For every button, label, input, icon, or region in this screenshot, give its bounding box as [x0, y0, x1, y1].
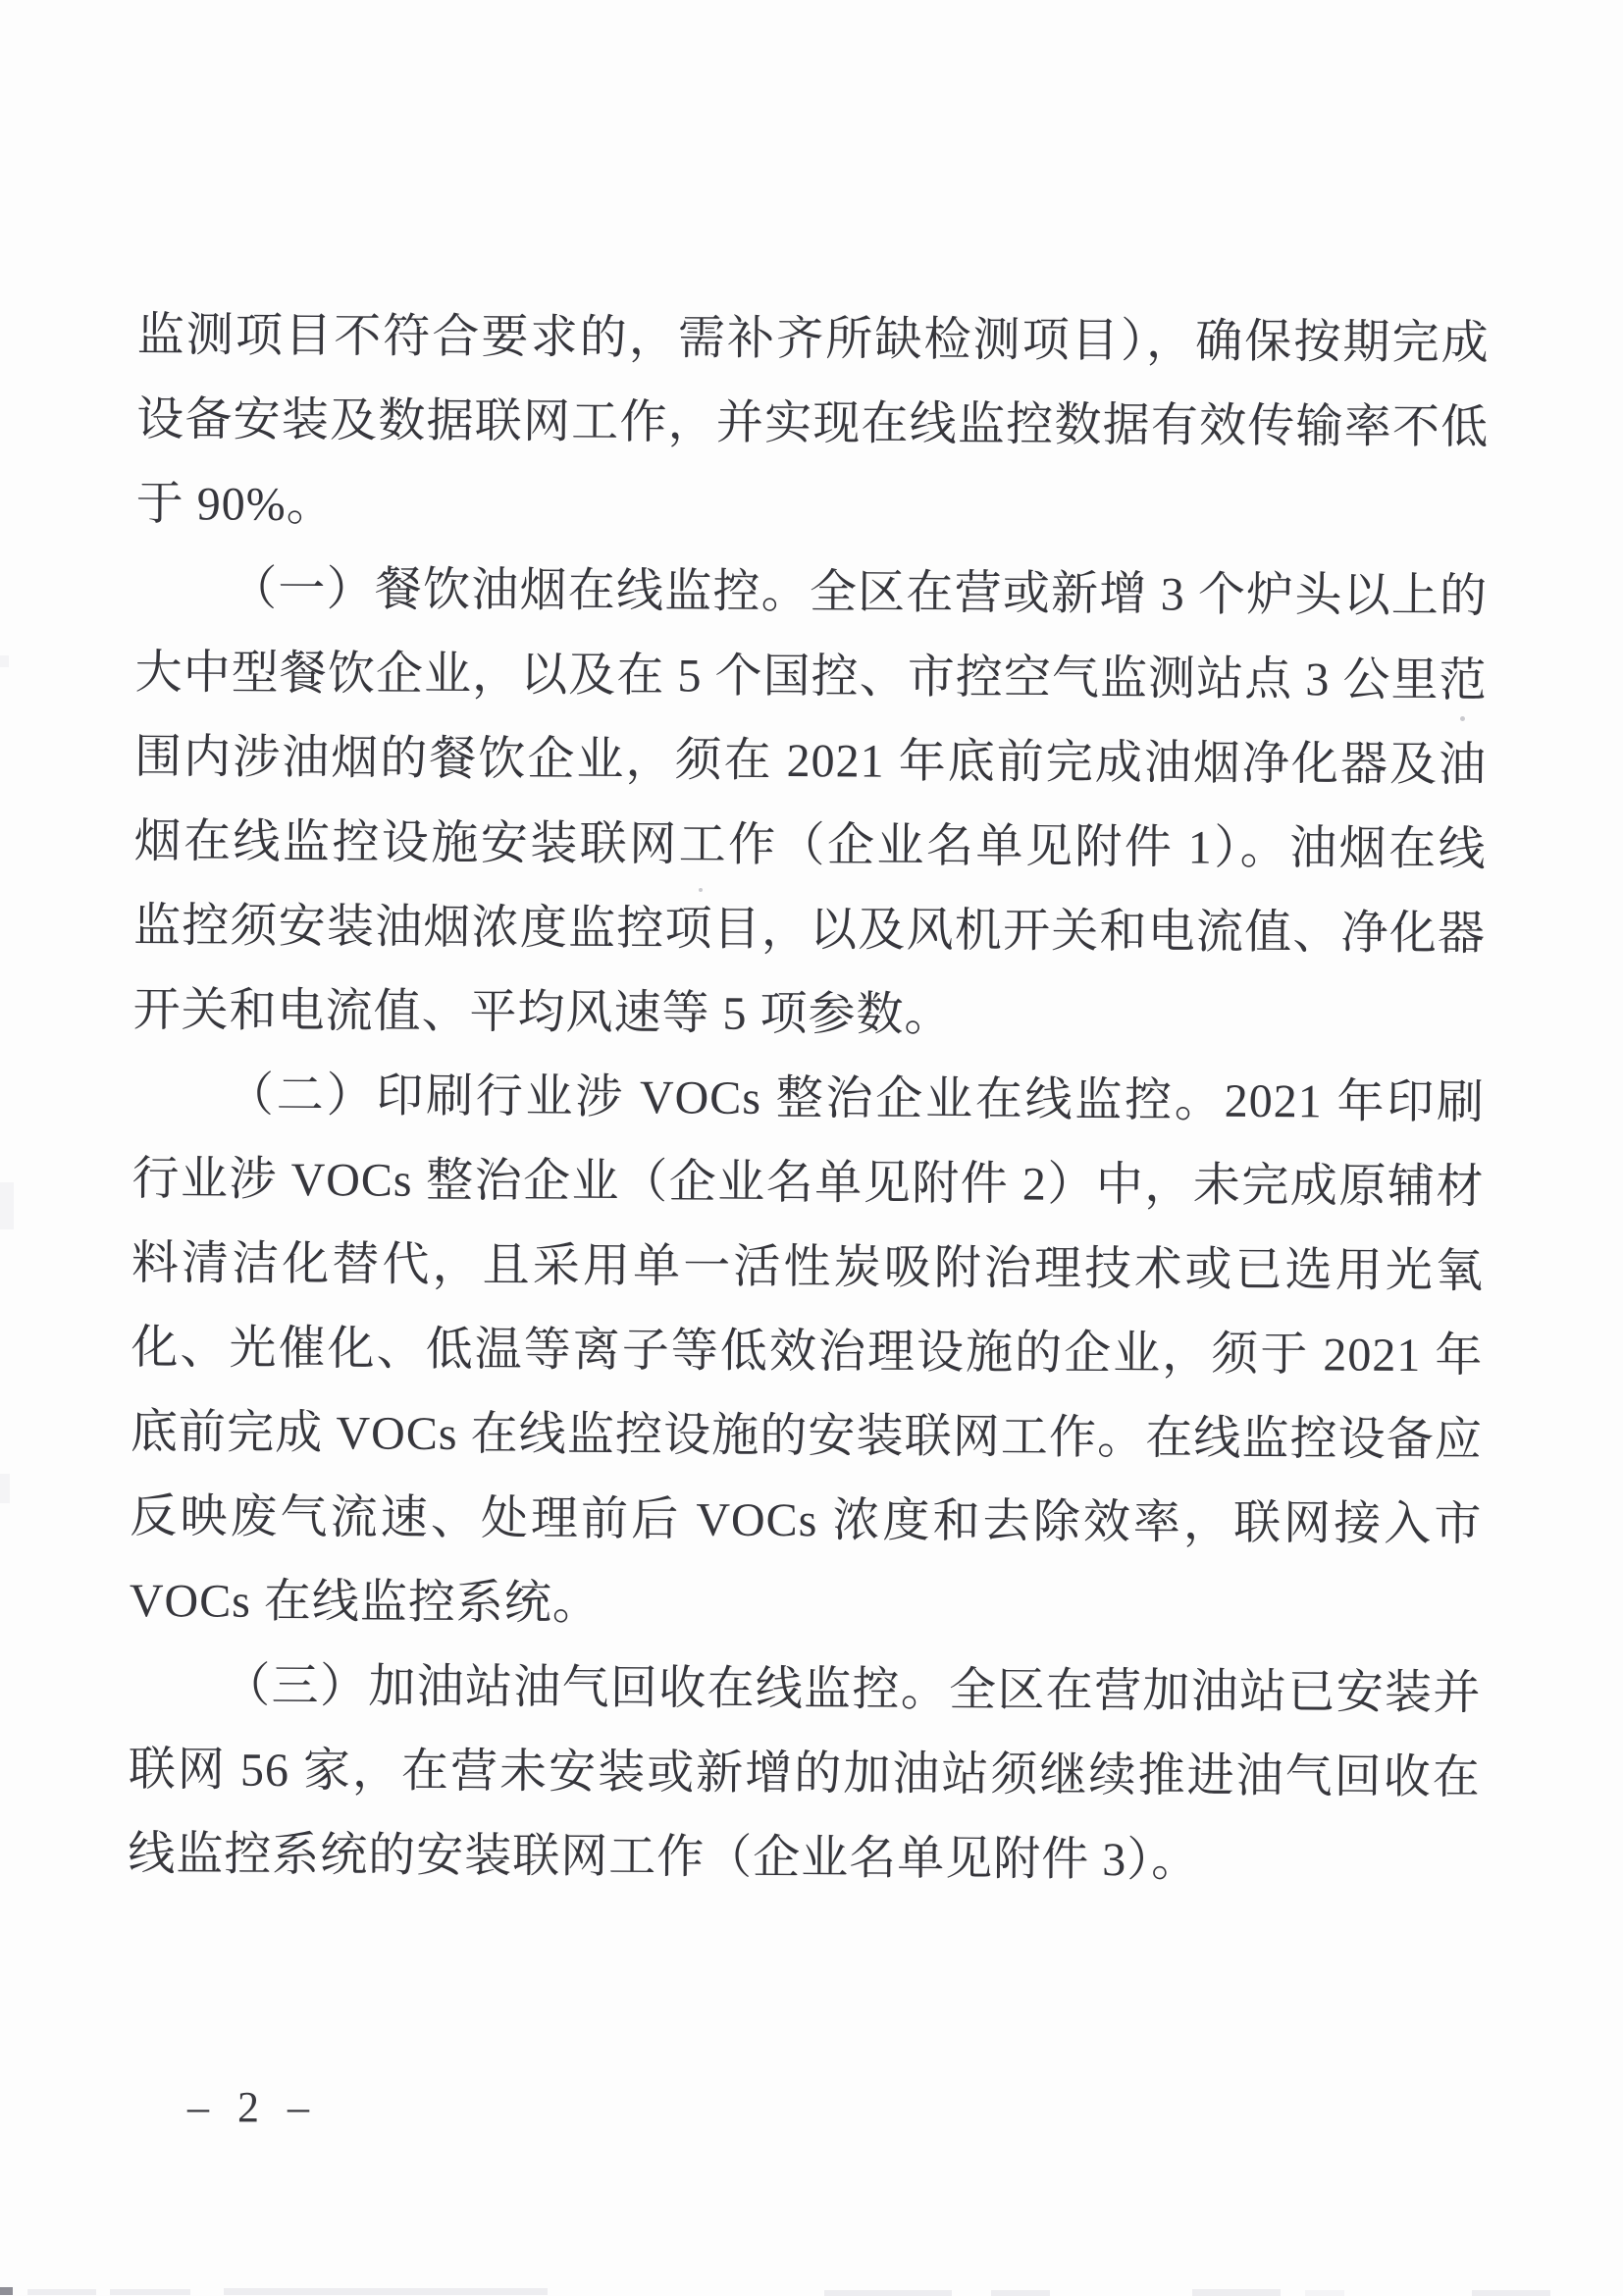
- paragraph-section-2: （二）印刷行业涉 VOCs 整治企业在线监控。2021 年印刷行业涉 VOCs 整治企业（企业名单见附件 2）中，未完成原辅材料清洁化替代，且采用单一活性炭吸附治理技术或已选用光氧化、光催化、低温等离子等低效治理设施的企业，须于 2021 年底前完成 VOCs 在线监控设施的安装联网工作。在线监控设备应反映废气流速、处理前后 VOCs 浓度和去除效率，联网接入市 VOCs 在线监控系统。: [129, 1069, 1486, 1630]
- scan-edge-mark: [224, 2288, 548, 2295]
- scan-edge-mark: [991, 2290, 1050, 2296]
- scan-artifact: [0, 1474, 10, 1503]
- scan-edge-mark: [0, 2287, 13, 2295]
- scan-edge-mark: [110, 2289, 190, 2295]
- document-body: [128, 293, 1490, 1905]
- scan-edge-mark: [27, 2289, 96, 2295]
- scan-edge-mark: [1472, 2290, 1550, 2296]
- paragraph-section-3: （三）加油站油气回收在线监控。全区在营加油站已安装并联网 56 家，在营未安装或新增的加油站须继续推进油气回收在线监控系统的安装联网工作（企业名单见附件 3）。: [128, 1659, 1482, 1887]
- paragraph-section-1: （一）餐饮油烟在线监控。全区在营或新增 3 个炉头以上的大中型餐饮企业，以及在 5 个国控、市控空气监测站点 3 公里范围内涉油烟的餐饮企业，须在 2021 年底前完成油烟净化器及油烟在线监控设施安装联网工作（企业名单见附件 1）。油烟在线监控须安装油烟浓度监控项目，以及风机开关和电流值、净化器开关和电流值、平均风速等 5 项参数。: [132, 562, 1489, 1042]
- scan-artifact: [0, 655, 9, 667]
- scan-artifact: [0, 1182, 14, 1229]
- scan-edge-mark: [1305, 2290, 1344, 2296]
- page-number: – 2 –: [187, 2083, 318, 2131]
- scan-edge-mark: [1192, 2289, 1281, 2296]
- paragraph-continuation: 监测项目不符合要求的，需补齐所缺检测项目），确保按期完成设备安装及数据联网工作，并实现在线监控数据有效传输率不低于 90%。: [135, 308, 1490, 532]
- scan-edge-mark: [824, 2290, 952, 2296]
